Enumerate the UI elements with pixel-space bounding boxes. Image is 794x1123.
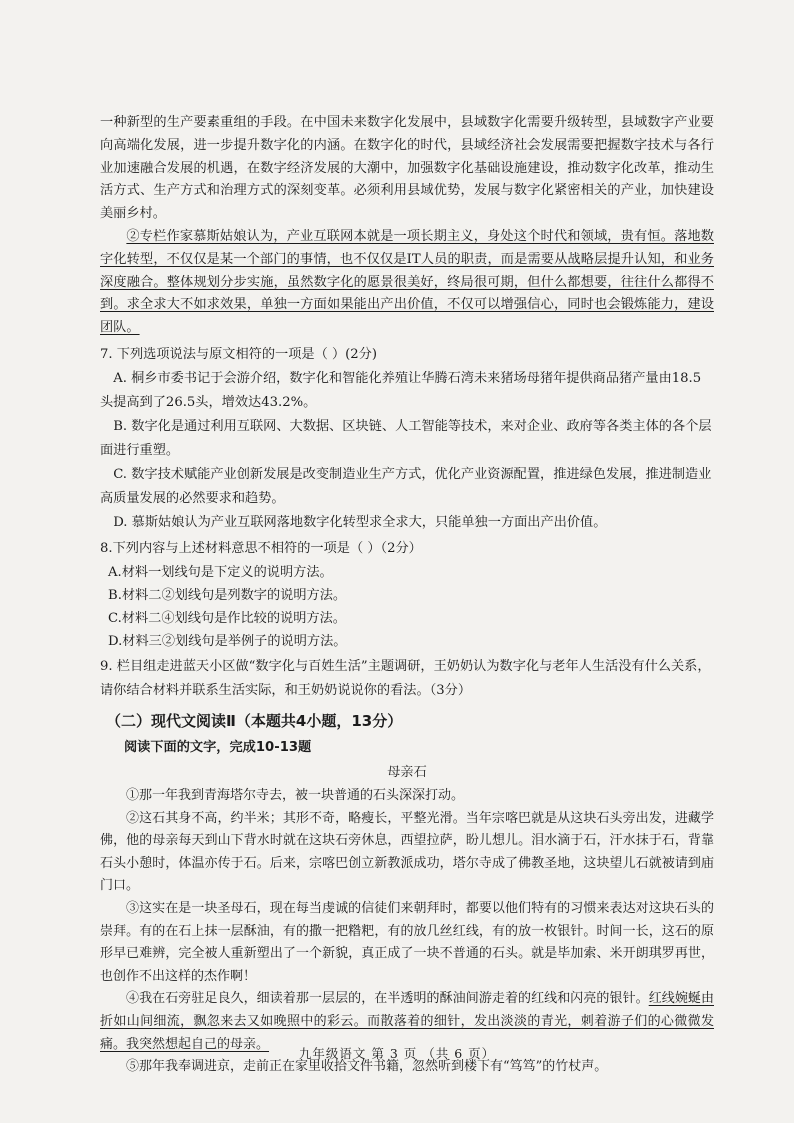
essay-paragraph-5: ⑤那年我奉调进京，走前正在家里收拾文件书籍，忽然听到楼下有“笃笃”的竹杖声。 — [126, 1059, 608, 1075]
question-7-stem: 7. 下列选项说法与原文相符的一项是（ ）(2分) — [100, 346, 378, 362]
section-2-instruction: 阅读下面的文字，完成10-13题 — [124, 739, 312, 755]
essay-paragraph-1: ①那一年我到青海塔尔寺去，被一块普通的石头深深打动。 — [126, 787, 465, 803]
essay-paragraph-2: ②这石其身不高，约半米；其形不奇，略瘦长，平整光滑。当年宗喀巴就是从这块石头旁出发，进藏学佛，他的母亲每天到山下背水时就在这块石旁休息，西望拉萨，盼儿想儿。泪水滴于石，汗水抹于石，背靠石头小憩时，体温亦传于石。后来，宗喀巴创立新教派成功，塔尔寺成了佛教圣地，这块望儿石就被请到庙门口。 — [100, 810, 714, 894]
question-8-stem: 8.下列内容与上述材料意思不相符的一项是（ ）（2分） — [100, 540, 422, 556]
question-9-stem: 9. 栏目组走进蓝天小区做“数字化与百姓生活”主题调研，王奶奶认为数字化与老年人生活没有什么关系，请你结合材料并联系生活实际，和王奶奶说说你的看法。（3分） — [100, 658, 711, 698]
page-content — [100, 112, 714, 1079]
question-7-option-a: A. 桐乡市委书记于会游介绍，数字化和智能化养殖让华腾石湾未来猪场母猪年提供商品猪产量由18.5头提高到了26.5头，增效达43.2%。 — [100, 370, 702, 410]
question-7-option-d: D. 慕斯姑娘认为产业互联网落地数字化转型求全求大，只能单独一方面出产出价值。 — [113, 514, 607, 530]
question-7 — [100, 343, 714, 535]
question-8-option-c: C.材料二④划线句是作比较的说明方法。 — [108, 610, 346, 626]
question-8-option-a: A.材料一划线句是下定义的说明方法。 — [108, 564, 333, 580]
question-7-option-c: C. 数字技术赋能产业创新发展是改变制造业生产方式，优化产业资源配置，推进绿色发展，推进制造业高质量发展的必然要求和趋势。 — [100, 466, 712, 506]
essay-title: 母亲石 — [387, 764, 427, 780]
question-8 — [100, 537, 714, 653]
material-paragraph-2-underlined: ②专栏作家慕斯姑娘认为，产业互联网本就是一项长期主义，身处这个时代和领域，贵有恒。落地数字化转型，不仅仅是某一个部门的事情，也不仅仅是IT人员的职责，而是需要从战略层提升认知，和业务深度融合。整体规划分步实施，虽然数字化的愿景很美好，终局很可期，但什么都想要，往往什么都得不到。求全求大不如求效果，单独一方面如果能出产出价值，不仅可以增强信心，同时也会锻炼能力，建设团队。 — [100, 228, 714, 336]
question-8-option-d: D.材料三②划线句是举例子的说明方法。 — [108, 633, 347, 649]
material-paragraph-1: 一种新型的生产要素重组的手段。在中国未来数字化发展中，县域数字化需要升级转型，县域数字产业要向高端化发展，进一步提升数字化的内涵。在数字化的时代，县域经济社会发展需要把握数字技术与各行业加速融合发展的机遇，在数字经济发展的大潮中，加强数字化基础设施建设，推动数字化改革，推动生活方式、生产方式和治理方式的深刻变革。必须利用县域优势，发展与数字化紧密相关的产业，加快建设美丽乡村。 — [100, 115, 714, 222]
question-8-option-b: B.材料二②划线句是列数字的说明方法。 — [108, 587, 347, 603]
section-2-title: （二）现代文阅读Ⅱ（本题共4小题，13分） — [106, 711, 403, 730]
page-footer: 九年级语文 第 3 页 （共 6 页） — [298, 1046, 496, 1061]
essay — [100, 761, 714, 1079]
question-7-option-b: B. 数字化是通过利用互联网、大数据、区块链、人工智能等技术，来对企业、政府等各类主体的各个层面进行重塑。 — [100, 418, 712, 458]
essay-paragraph-4-text: ④我在石旁驻足良久，细读着那一层层的，在半透明的酥油间游走着的红线和闪亮的银针。 — [126, 991, 649, 1007]
question-9 — [100, 655, 714, 703]
essay-paragraph-3: ③这实在是一块圣母石，现在每当虔诚的信徒们来朝拜时，都要以他们特有的习惯来表达对这块石头的崇拜。有的在石上抹一层酥油，有的撒一把糌粑，有的放几丝红线，有的放一枚银针。时间一长，这石的原形早已难辨，完全被人重新塑出了一个新貌，真正成了一块不普通的石头。就是毕加索、米开朗琪罗再世，也创作不出这样的杰作啊！ — [100, 900, 714, 984]
essay-paragraph-4-underlined: 红线婉蜒由折如山间细流，飘忽来去又如晚照中的彩云。而散落着的细针，发出淡淡的青光，刺着游子们的心微微发痛。我突然想起自己的母亲。 — [100, 991, 714, 1052]
